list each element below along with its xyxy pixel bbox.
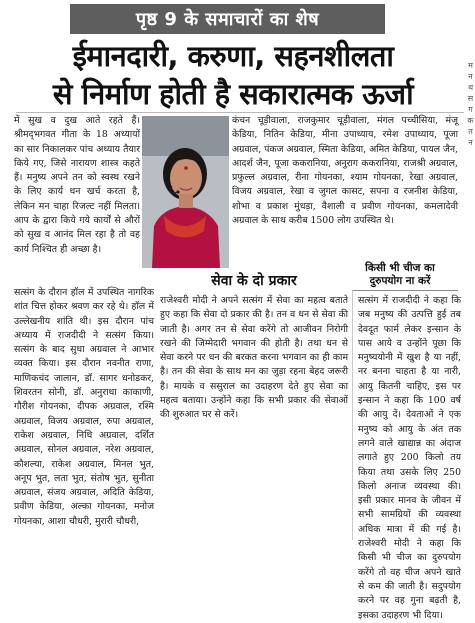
seva-text: राजेश्वरी मोदी ने अपने सत्संग में सेवा का महत्व बताते हुए कहा कि सेवा दो प्रकार की है। तन व धन से सेवा की जाती है। अगर तन से सेवा करेंगे तो आजीवन निरोगी रखने की जिम्मेदारी भगवान की होती है। तथा धन से सेवा करने पर धन की बरकत करना भगवान का ही काम है। तन की सेवा के साथ मन का जुड़ा रहना बेहद जरूरी है। मायके व ससुराल का उदाहरण देते हुए सेवा का महत्व बताया। उन्होंने कहा कि सभी प्रकार की सेवाओं की शुरुआत घर से करें। bbox=[160, 295, 348, 421]
section-banner: पृष्ठ 9 के समाचारों का शेष bbox=[70, 4, 385, 34]
seva-heading: सेवा के दो प्रकार bbox=[211, 273, 297, 289]
headline-line-2: से निर्माण होती है सकारात्मक ऊर्जा bbox=[52, 77, 414, 111]
column-divider bbox=[352, 290, 353, 540]
left-column-bottom-text: सत्संग के दौरान हॉल में उपस्थित नागरिक शांत चित्त होकर श्रवण कर रहे थे। हॉल में उल्लेखनीय शांति थी। इस दौरान पांच अध्याय में राजदीदी ने सत्संग किया। सत्संग के बाद सुधा अग्रवाल ने आभार व्यक्त किया। इस दौरान नवनीत राणा, माणिकचंद जालान, डॉ. सागर धनोडकर, शिवरतन सोनी, डॉ. अनुराधा काकाणी, गौरीश गोयनका, दीपक अग्रवाल, रश्मि अग्रवाल, विजय अग्रवाल, रुपा अग्रवाल, राकेश अग्रवाल, निधि अग्रवाल, दर्शित अग्रवाल, सोनल अग्रवाल, नरेश अग्रवाल, कौशल्या, राकेश अग्रवाल, मिनल भुत, अनूप भुत, लता भुत, संतोष भुत, सुनीता अग्रवाल, संजय अग्रवाल, अदिति केडिया, प्रवीण केडिया, अल्का गोयनका, मनोज गोयनका, आशा चौधरी, मुरारी चौधरी, bbox=[14, 287, 154, 527]
adjacent-page-edge-text: म न थ स ग क त न bbox=[467, 61, 474, 147]
duruprayog-heading-line-2: दुरुपयोग ना करें bbox=[369, 275, 431, 287]
speaker-photo-image bbox=[142, 116, 229, 268]
duruprayog-heading-line-1: किसी भी चीज का bbox=[365, 262, 435, 274]
seva-column bbox=[160, 294, 348, 423]
duruprayog-heading-underline bbox=[352, 290, 458, 291]
headline-divider bbox=[16, 112, 464, 113]
headline-line-1: ईमानदारी, करुणा, सहनशीलता bbox=[72, 39, 394, 73]
duruprayog-heading bbox=[340, 262, 460, 288]
left-column-top bbox=[14, 114, 140, 257]
left-column-bottom bbox=[14, 286, 154, 529]
right-column-top-text: कंचन चूड़ीवाला, राजकुमार चूड़ीवाला, मंगल पच्चीसिया, मंजू केडिया, नितिन केडिया, मीना उपाध्याय, रमेश उपाध्याय, पूजा अग्रवाल, पंकज अग्रवाल, स्मिता केडिया, अमित केडिया, पायल जैन, आदर्श जैन, पूजा ककरानिया, अनुराग ककरानिया, राजश्री अग्रवाल, प्रफुल्ल अग्रवाल, रीना गोयनका, श्याम गोयनका, रेखा अग्रवाल, विजय अग्रवाल, रेखा व जुगल कासट, सपना व रजनीश केडिया, शोभा व प्रकाश मुंधड़ा, वैशाली व प्रवीण गोयनका, कमलादेवी अग्रवाल के साथ करीब 1500 लोग उपस्थित थे। bbox=[232, 115, 458, 227]
duruprayog-text: सत्संग में राजदीदी ने कहा कि जब मनुष्य की उत्पत्ति हुई तब देवदूत फार्म लेकर इन्सान के पास आये व उन्होंने पूछा कि मनुष्ययोनी में खुश है या नहीं, नर बनना चाहता है या नारी, आयु कितनी चाहिए, इस पर इन्सान ने कहा कि 100 वर्ष की आयु दें। देवताओं ने एक मनुष्य को आयु के अंत तक लगने वाले खाद्यान्न का अंदाज लगाते हुए 200 किलो तय किया तथा उसके लिए 250 किलो अनाज व्यवस्था की। इसी प्रकार मानव के जीवन में सभी सामग्रियों की व्यवस्था अधिक मात्रा में की गई है। राजेश्वरी मोदी ने कहा कि किसी भी चीज का दुरुपयोग करेंगे तो वह चीज अपने खाते से कम की जाती है। सदुपयोग करने पर वह गुना बढ़ती है, इसका उदाहरण भी दिया। bbox=[358, 295, 461, 621]
speaker-photo bbox=[142, 116, 229, 268]
duruprayog-column bbox=[358, 294, 461, 623]
right-column-top bbox=[232, 114, 458, 228]
left-column-top-text: में सुख व दुख आते रहते हैं। श्रीमद्‌भगवत गीता के 18 अध्यायों का सार निकालकर पांच अध्याय तैयार किये गए, जिसे नारायण शास्त्र कहते हैं। मनुष्य अपने तन को स्वस्थ रखने के लिए कार्य धन खर्च करता है, लेकिन मन चाहा रिजल्ट नहीं मिलता। आप के द्वारा किये गये कार्यों से औरों को सुख व आनंद मिल रहा है तो वह कार्य निश्चित ही अच्छा है। bbox=[14, 115, 140, 255]
